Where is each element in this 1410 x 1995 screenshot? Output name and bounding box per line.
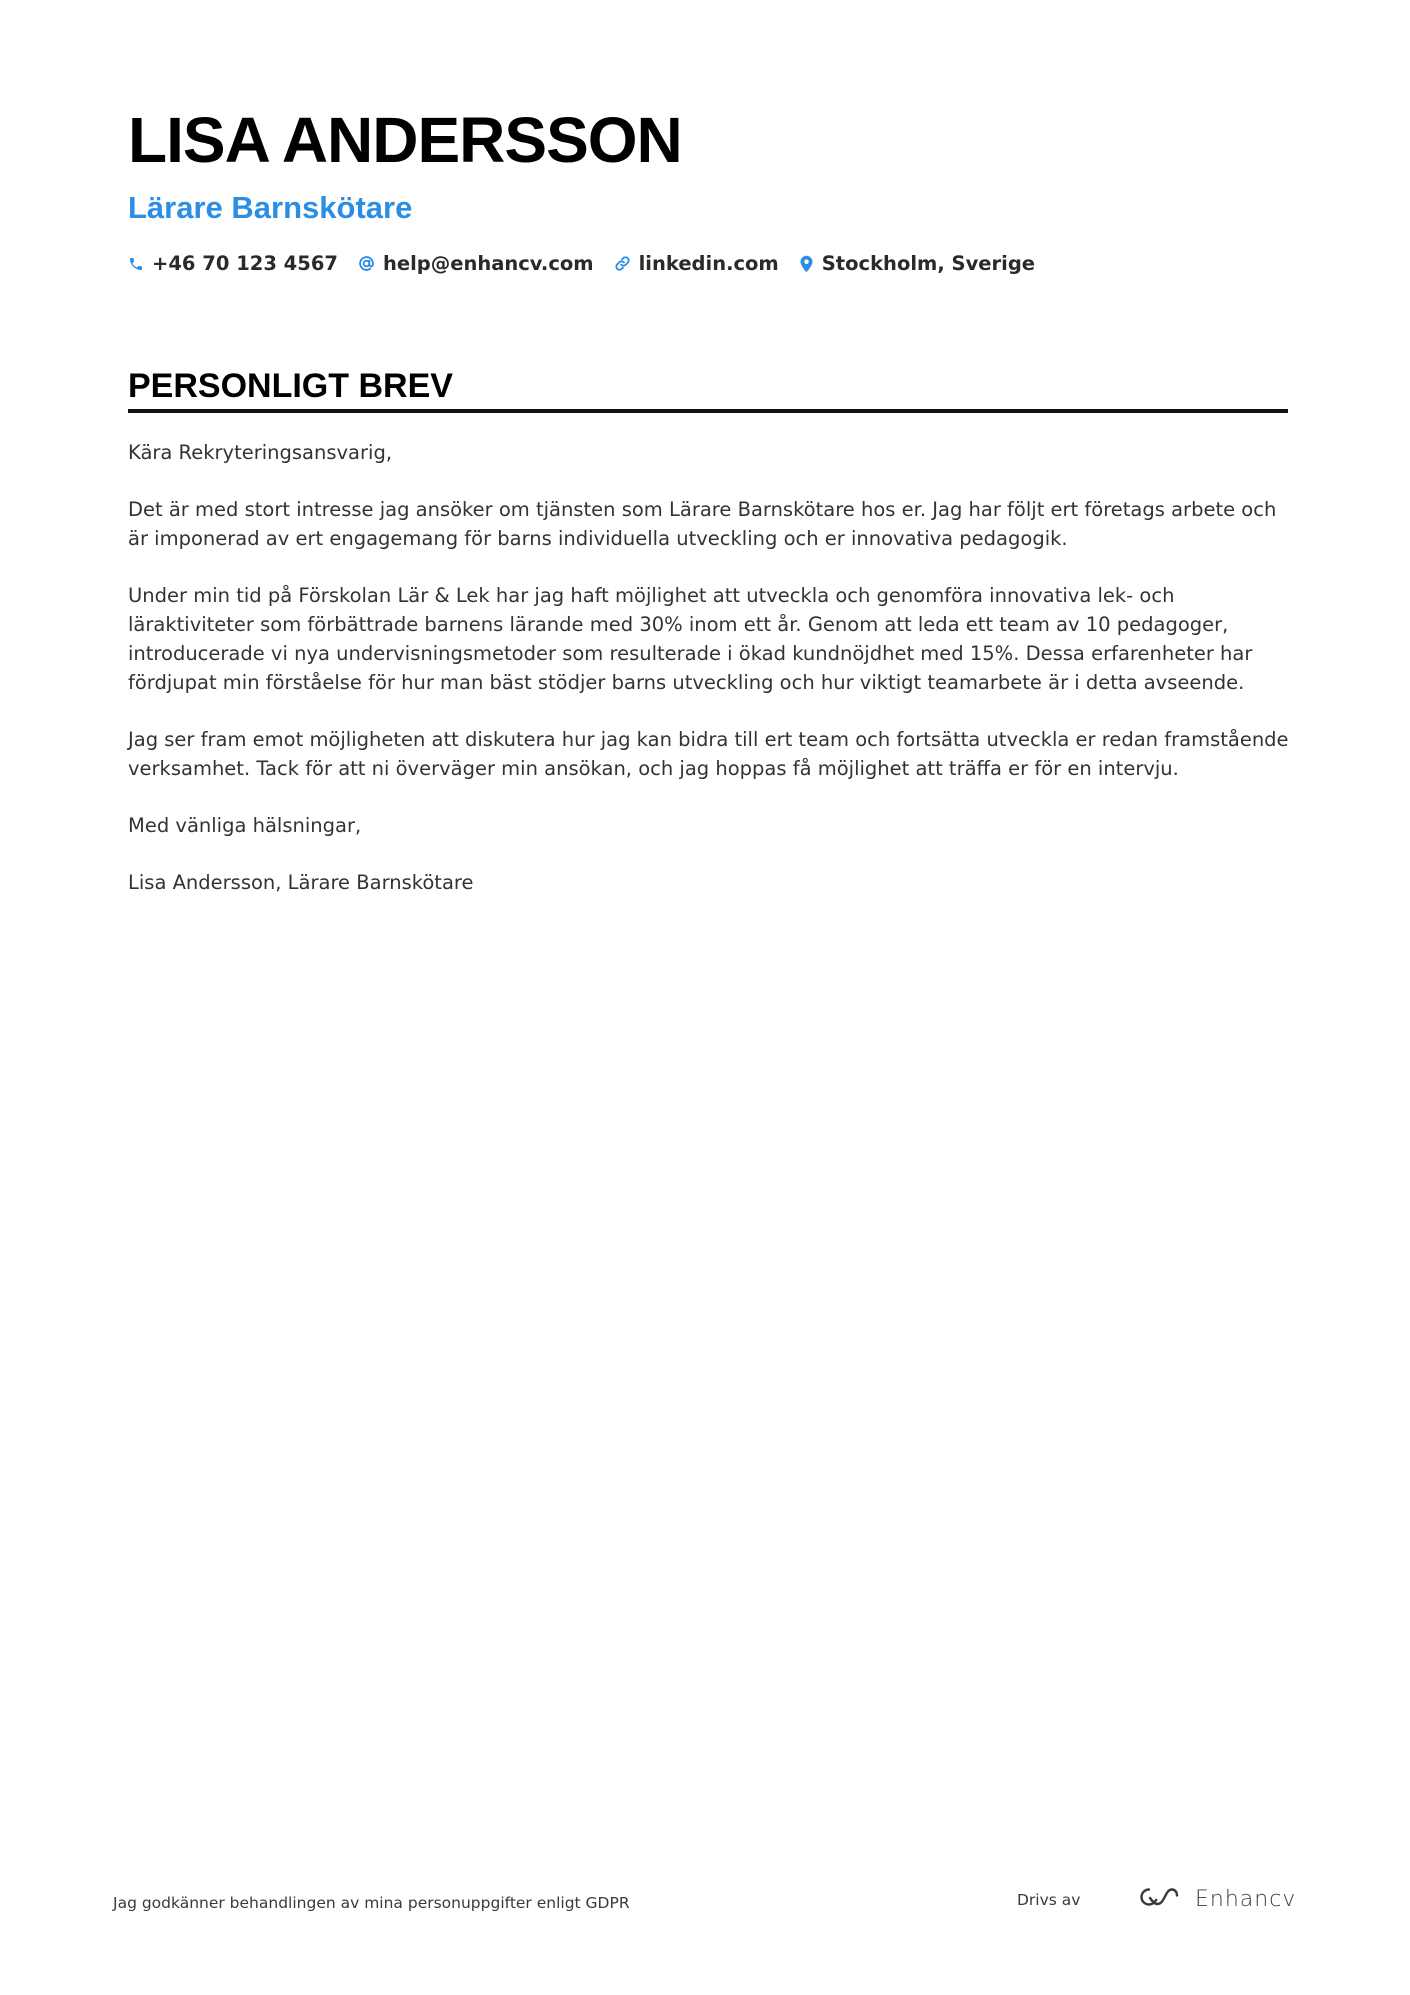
contact-phone-text: +46 70 123 4567 <box>152 252 338 275</box>
candidate-name: LISA ANDERSSON <box>128 104 682 176</box>
letter-greeting: Kära Rekryteringsansvarig, <box>128 441 393 464</box>
letter-closing: Med vänliga hälsningar, <box>128 814 362 838</box>
letter-signature: Lisa Andersson, Lärare Barnskötare <box>128 871 474 895</box>
contact-email-text: help@enhancv.com <box>382 252 594 275</box>
contact-location-text: Stockholm, Sverige <box>821 252 1035 275</box>
section-title: PERSONLIGT BREV <box>128 367 453 405</box>
phone-icon <box>128 256 144 272</box>
contact-bar <box>128 252 1055 275</box>
contact-link-text: linkedin.com <box>638 252 779 275</box>
letter-paragraph: Det är med stort intresse jag ansöker om tjänsten som Lärare Barnskötare hos er. Jag har följt ert företags arbete och är imponerad av ert engagemang för barns individuella utveckling och er innovativa pedagogik. <box>128 498 1277 551</box>
letter-paragraph: Jag ser fram emot möjligheten att diskutera hur jag kan bidra till ert team och fortsätta utveckla er redan framstående verksamhet. Tack för att ni överväger min ansökan, och jag hoppas få möjlighet att träffa er för en intervju. <box>128 728 1289 780</box>
letter-paragraph: Under min tid på Förskolan Lär & Lek har jag haft möjlighet att utveckla och genomföra innovativa lek- och läraktiviteter som förbättrade barnens lärande med 30% inom ett år. Genom att leda ett team av 10 pedagoger, introducerade vi nya undervisningsmetoder som resulterade i ökad kundnöjdhet med 15%. Dessa erfarenheter har fördjupat min förståelse för hur man bäst stödjer barns utveckling och hur viktigt teamarbete är i detta avseende. <box>128 584 1253 694</box>
brand-name: Enhancv <box>1195 1886 1297 1912</box>
enhancv-logo[interactable] <box>1137 1884 1296 1914</box>
contact-phone[interactable] <box>128 252 338 275</box>
powered-by-label: Drivs av <box>1017 1891 1081 1909</box>
link-icon <box>614 255 631 272</box>
contact-link[interactable] <box>614 252 779 275</box>
letter-body <box>128 439 1298 927</box>
section-divider <box>128 409 1288 413</box>
enhancv-logo-icon <box>1137 1884 1183 1914</box>
job-title: Lärare Barnskötare <box>128 190 413 225</box>
at-icon <box>358 255 375 272</box>
contact-location <box>799 252 1035 275</box>
location-pin-icon <box>799 255 814 273</box>
gdpr-consent-text: Jag godkänner behandlingen av mina personuppgifter enligt GDPR <box>113 1894 630 1912</box>
contact-email[interactable] <box>358 252 594 275</box>
